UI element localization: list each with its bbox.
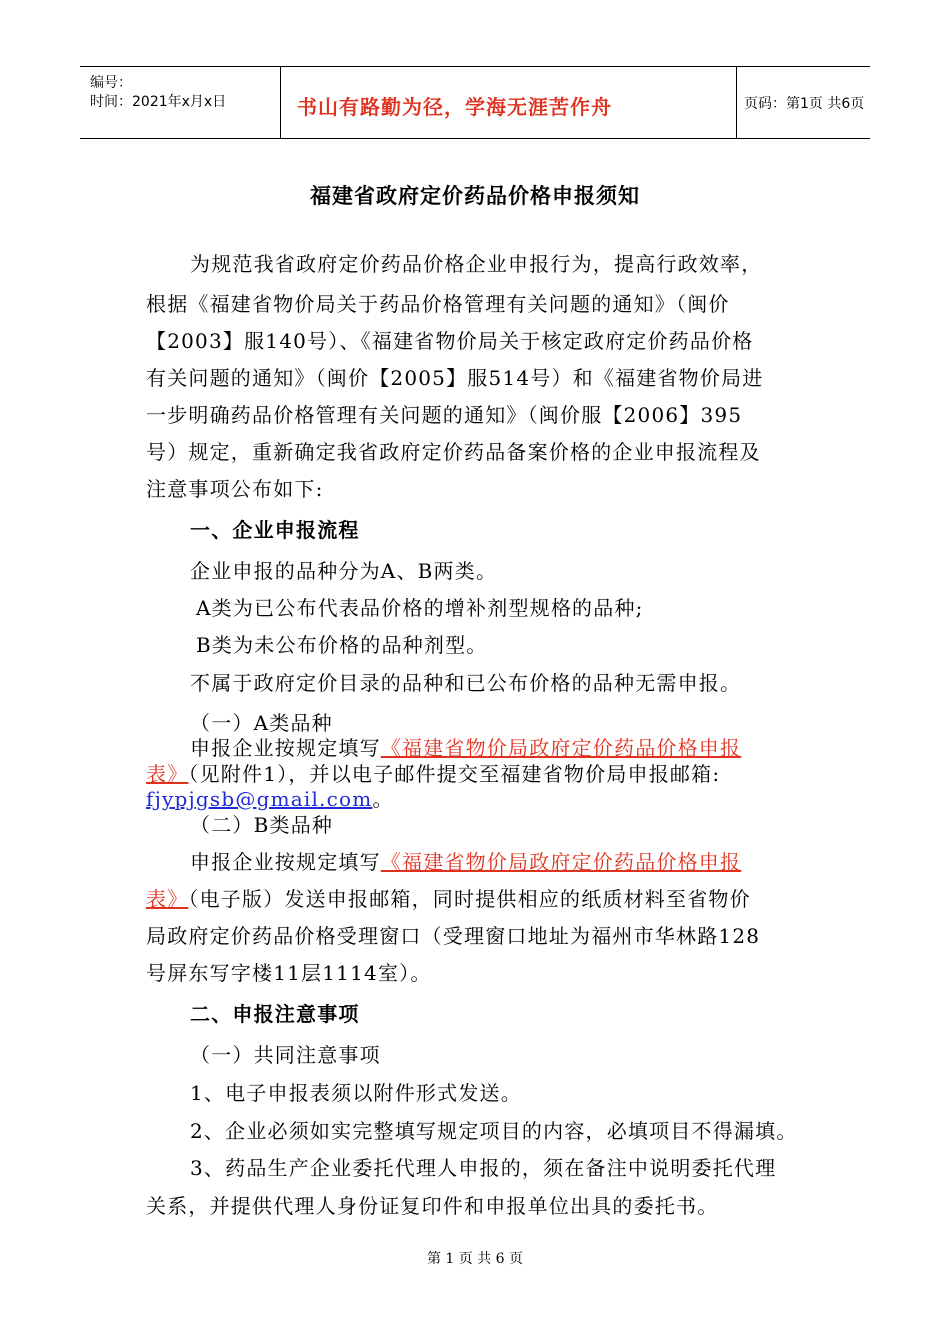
price-form-link-b-end[interactable]: 表》 (146, 887, 189, 911)
price-form-link-end[interactable]: 表》 (146, 762, 189, 786)
item-2: 2、企业必须如实完整填写规定项目的内容，必填项目不得漏填。 (190, 1119, 798, 1143)
s1-line-4: 不属于政府定价目录的品种和已公布价格的品种无需申报。 (190, 671, 742, 695)
header-page-cell (736, 67, 870, 138)
intro-line-3: 【2003】服140号）、《福建省物价局关于核定政府定价药品价格 (146, 329, 754, 353)
price-form-link[interactable]: 《福建省物价局政府定价药品价格申报 (380, 736, 742, 760)
price-form-link-b[interactable]: 《福建省物价局政府定价药品价格申报 (380, 850, 742, 874)
b-line-4: 号屏东写字楼11层1114室）。 (146, 961, 432, 985)
page-info: 页码：第1页 共6页 (744, 96, 865, 112)
header-table (80, 66, 870, 139)
header-motto-cell (280, 67, 737, 138)
intro-line-1: 为规范我省政府定价药品价格企业申报行为，提高行政效率， (190, 252, 763, 276)
number-label: 编号： (90, 75, 132, 91)
b-line-2-text: （电子版）发送申报邮箱，同时提供相应的纸质材料至省物价 (188, 887, 751, 911)
email-period: 。 (372, 787, 394, 811)
time-label: 时间：2021年x月x日 (90, 94, 227, 110)
b-line-2 (146, 883, 751, 912)
a-line-3 (146, 783, 394, 812)
b-line-1 (190, 846, 741, 875)
intro-line-4: 有关问题的通知》（闽价【2005】服514号）和《福建省物价局进 (146, 366, 764, 390)
a-line-2-text: （见附件1），并以电子邮件提交至福建省物价局申报邮箱: (188, 762, 721, 786)
intro-line-6: 号）规定，重新确定我省政府定价药品备案价格的企业申报流程及 (146, 440, 761, 464)
sub-a-heading: （一）A类品种 (190, 711, 333, 735)
s1-line-3: B类为未公布价格的品种剂型。 (196, 633, 488, 657)
email-link[interactable]: fjypjgsb@gmail.com (146, 787, 373, 811)
sub-common-heading: （一）共同注意事项 (190, 1043, 381, 1067)
intro-line-7: 注意事项公布如下: (146, 477, 324, 501)
page-footer: 第 1 页 共 6 页 (426, 1251, 524, 1267)
intro-line-2: 根据《福建省物价局关于药品价格管理有关问题的通知》（闽价 (146, 292, 730, 316)
b-line-1-text: 申报企业按规定填写 (190, 850, 381, 874)
item-3-line-2: 关系，并提供代理人身份证复印件和申报单位出具的委托书。 (146, 1194, 719, 1218)
s1-line-2: A类为已公布代表品价格的增补剂型规格的品种; (196, 596, 644, 620)
item-3-line-1: 3、药品生产企业委托代理人申报的，须在备注中说明委托代理 (190, 1156, 777, 1180)
header-meta (80, 67, 280, 138)
section2-heading: 二、申报注意事项 (190, 1002, 360, 1026)
b-line-3: 局政府定价药品价格受理窗口（受理窗口地址为福州市华林路128 (146, 924, 761, 948)
document-title: 福建省政府定价药品价格申报须知 (310, 184, 640, 208)
item-1: 1、电子申报表须以附件形式发送。 (190, 1081, 522, 1105)
a-line-1-text: 申报企业按规定填写 (190, 736, 381, 760)
motto-text: 书山有路勤为径，学海无涯苦作舟 (297, 95, 612, 119)
s1-line-1: 企业申报的品种分为A、B两类。 (190, 559, 498, 583)
sub-b-heading: （二）B类品种 (190, 813, 334, 837)
a-line-1 (190, 732, 741, 761)
section1-heading: 一、企业申报流程 (190, 518, 360, 542)
intro-line-5: 一步明确药品价格管理有关问题的通知》（闽价服【2006】395 (146, 403, 743, 427)
